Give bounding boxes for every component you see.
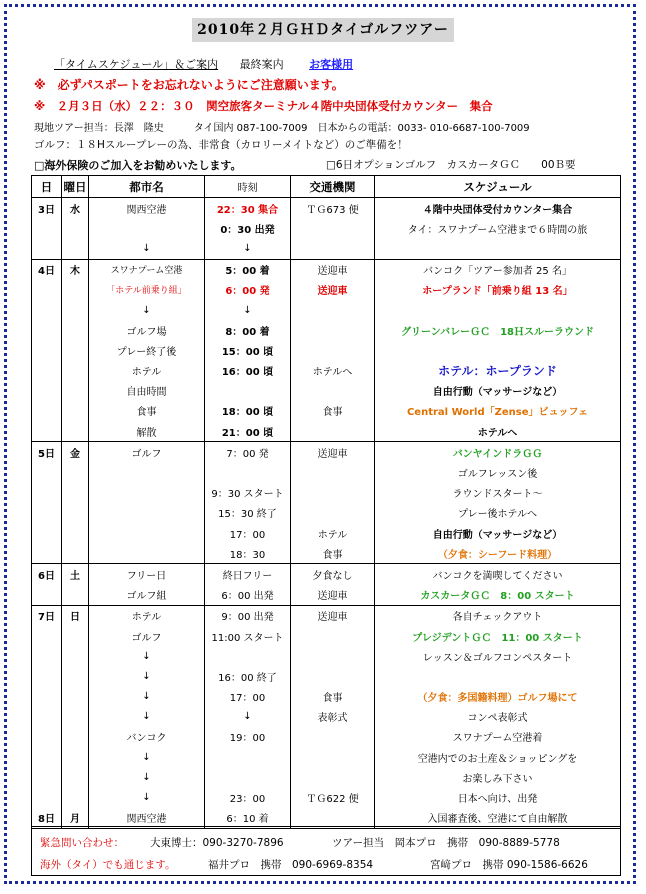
time-cell: 21：00 頃 [205,421,291,442]
city-cell: 関西空港 [89,808,205,829]
header-weekday: 曜日 [62,176,89,198]
table-row [32,483,621,503]
table-row [32,646,621,666]
table-row [32,442,621,463]
transport-cell [291,238,375,259]
weekday-cell [62,401,89,421]
schedule-cell [375,340,621,360]
day-cell [32,585,62,606]
transport-cell [291,218,375,238]
weekday-cell [62,543,89,564]
weekday-cell [62,523,89,543]
transport-cell: ＴＧ673 便 [291,198,375,219]
day-cell: 7日 [32,605,62,626]
schedule-cell: コンペ表彰式 [375,707,621,727]
weekday-cell [62,381,89,401]
meeting-notice: ※ ２月３日（水）２２：３０ 関空旅客ターミナル４階中央団体受付カウンター 集合 [34,99,493,113]
table-row [32,787,621,807]
table-row [32,462,621,482]
table-row [32,543,621,564]
transport-cell: 食事 [291,543,375,564]
table-row [32,585,621,606]
day-cell [32,462,62,482]
transport-cell [291,666,375,686]
transport-cell: 送迎車 [291,259,375,280]
emergency-label: 緊急問い合わせ： [40,837,124,849]
city-cell [89,483,205,503]
day-cell [32,381,62,401]
schedule-table [31,175,621,829]
city-cell: 「ホテル前乗り組」 [89,280,205,300]
weekday-cell: 土 [62,564,89,585]
schedule-cell [375,238,621,259]
weekday-cell: 月 [62,808,89,829]
weekday-cell [62,280,89,300]
weekday-cell [62,666,89,686]
schedule-cell: 入国審査後、空港にて自由解散 [375,808,621,829]
day-cell [32,280,62,300]
day-cell [32,666,62,686]
day-cell [32,503,62,523]
schedule-cell: バンコク「ツアー参加者 25 名」 [375,259,621,280]
schedule-cell: プレー後ホテルへ [375,503,621,523]
time-cell: 23：00 [205,787,291,807]
customer-label: お客様用 [309,58,354,71]
schedule-cell: 自由行動（マッサージなど） [375,381,621,401]
passport-notice: ※ 必ずパスポートをお忘れないようにご注意願います。 [34,78,344,92]
table-row [32,767,621,787]
city-cell: ↓ [89,666,205,686]
schedule-cell [375,666,621,686]
weekday-cell [62,320,89,340]
time-cell: 9：00 出発 [205,605,291,626]
header-transport: 交通機関 [291,176,375,198]
weekday-cell [62,238,89,259]
table-row [32,747,621,767]
contact-line: 現地ツアー担当：長澤 隆史 タイ国内 087-100-7009 日本からの電話：0033- 010-6687-100-7009 [34,123,530,134]
table-row [32,687,621,707]
day-cell [32,787,62,807]
schedule-guide-label: 「タイムスケジュール」＆ご案内 [54,58,219,71]
transport-cell [291,381,375,401]
day-cell [32,401,62,421]
time-cell: 19：00 [205,727,291,747]
city-cell: ホテル [89,605,205,626]
table-row [32,259,621,280]
weekday-cell [62,646,89,666]
table-row [32,300,621,320]
insurance-line [34,157,576,173]
day-cell [32,543,62,564]
city-cell: フリー日 [89,564,205,585]
day-cell [32,238,62,259]
transport-cell: ホテルへ [291,361,375,381]
time-cell [205,462,291,482]
emergency-contact-box [31,826,621,876]
day-cell [32,421,62,442]
transport-cell: 送迎車 [291,585,375,606]
transport-cell [291,646,375,666]
time-cell: 22：30 集合 [205,198,291,219]
transport-cell: 送迎車 [291,605,375,626]
day-cell [32,747,62,767]
weekday-cell [62,361,89,381]
schedule-cell: ４階中央団体受付カウンター集合 [375,198,621,219]
city-cell: バンコク [89,727,205,747]
day-cell [32,523,62,543]
time-cell: ↓ [205,707,291,727]
transport-cell: 送迎車 [291,280,375,300]
city-cell: ゴルフ [89,626,205,646]
table-row [32,605,621,626]
schedule-cell: ホテルへ [375,421,621,442]
table-row [32,381,621,401]
transport-cell: 食事 [291,401,375,421]
city-cell: ゴルフ場 [89,320,205,340]
day-cell [32,361,62,381]
city-cell: ↓ [89,300,205,320]
day-cell [32,707,62,727]
schedule-cell: ゴルフレッスン後 [375,462,621,482]
day-cell [32,300,62,320]
day-cell: 8日 [32,808,62,829]
schedule-cell: （夕食：多国籍料理）ゴルフ場にて [375,687,621,707]
schedule-cell: 各自チェックアウト [375,605,621,626]
time-cell: ↓ [205,238,291,259]
time-cell [205,646,291,666]
day-cell [32,483,62,503]
day-cell: 3日 [32,198,62,219]
schedule-cell [375,300,621,320]
day-cell: 4日 [32,259,62,280]
city-cell [89,523,205,543]
transport-cell: ホテル [291,523,375,543]
transport-cell: 送迎車 [291,442,375,463]
transport-cell [291,483,375,503]
contact-miyazaki: 宮﨑プロ 携帯 090-1586-6626 [430,859,588,871]
insurance-notice: □海外保険のご加入をお勧めいたします。 [34,159,242,172]
city-cell: 解散 [89,421,205,442]
final-guide-label: 最終案内 [239,58,284,71]
time-cell: 16：00 頃 [205,361,291,381]
header-schedule: スケジュール [375,176,621,198]
time-cell: 9：30 スタート [205,483,291,503]
city-cell [89,503,205,523]
overseas-note: 海外（タイ）でも通じます。 [40,859,176,871]
transport-cell [291,747,375,767]
time-cell [205,747,291,767]
time-cell: 15：30 終了 [205,503,291,523]
time-cell: 18：30 [205,543,291,564]
weekday-cell: 金 [62,442,89,463]
transport-cell: 食事 [291,687,375,707]
city-cell: ↓ [89,787,205,807]
day-cell [32,687,62,707]
table-row [32,626,621,646]
schedule-cell: カスカータＧＣ 8：00 スタート [375,585,621,606]
city-cell: ↓ [89,646,205,666]
day-cell [32,646,62,666]
city-cell [89,462,205,482]
weekday-cell [62,503,89,523]
transport-cell [291,767,375,787]
weekday-cell [62,687,89,707]
schedule-cell: ホテル：ホープランド [375,361,621,381]
day-cell [32,218,62,238]
table-row [32,401,621,421]
transport-cell [291,462,375,482]
city-cell: ↓ [89,687,205,707]
weekday-cell [62,340,89,360]
time-cell: 5：00 着 [205,259,291,280]
table-header-row [32,176,621,198]
time-cell: 17：00 [205,523,291,543]
table-row [32,280,621,300]
weekday-cell: 日 [62,605,89,626]
city-cell: ↓ [89,707,205,727]
transport-cell: 表彰式 [291,707,375,727]
city-cell: ゴルフ組 [89,585,205,606]
schedule-cell: お楽しみ下さい [375,767,621,787]
city-cell: ↓ [89,767,205,787]
time-cell: 8：00 着 [205,320,291,340]
schedule-cell: 空港内でのお土産＆ショッピングを [375,747,621,767]
time-cell: 17：00 [205,687,291,707]
time-cell: 16：00 終了 [205,666,291,686]
table-row [32,727,621,747]
schedule-cell: バンコクを満喫してください [375,564,621,585]
transport-cell: ＴＧ622 便 [291,787,375,807]
contact-okamoto: ツアー担当 岡本プロ 携帯 090-8889-5778 [332,837,560,849]
golf-notice: ゴルフ：１８Hスループレーの為、非常食（カロリーメイトなど）のご準備を！ [34,139,408,151]
weekday-cell [62,462,89,482]
city-cell: ↓ [89,747,205,767]
transport-cell [291,340,375,360]
weekday-cell [62,421,89,442]
guide-line [34,56,353,72]
table-row [32,707,621,727]
table-row [32,421,621,442]
weekday-cell [62,218,89,238]
city-cell: プレー終了後 [89,340,205,360]
time-cell: 6：00 出発 [205,585,291,606]
schedule-cell: （夕食：シーフード料理） [375,543,621,564]
schedule-cell: バンヤインドラＧＧ [375,442,621,463]
weekday-cell [62,747,89,767]
table-row [32,666,621,686]
weekday-cell: 木 [62,259,89,280]
city-cell: ゴルフ [89,442,205,463]
table-row [32,238,621,259]
time-cell: 0：30 出発 [205,218,291,238]
weekday-cell [62,585,89,606]
header-time: 時刻 [205,176,291,198]
contact-daito: 大東博士：090-3270-7896 [150,837,284,849]
time-cell: 終日フリー [205,564,291,585]
time-cell: ↓ [205,300,291,320]
weekday-cell [62,626,89,646]
time-cell [205,381,291,401]
option-golf-notice: □6日オプションゴルフ カスカータＧＣ 00Ｂ要 [326,159,576,171]
time-cell: 15：00 頃 [205,340,291,360]
transport-cell [291,503,375,523]
day-cell: 6日 [32,564,62,585]
transport-cell [291,320,375,340]
weekday-cell: 水 [62,198,89,219]
schedule-cell: スワナプーム空港着 [375,727,621,747]
schedule-cell: ラウンドスタート～ [375,483,621,503]
schedule-cell: Central World「Zense」ビュッフェ [375,401,621,421]
day-cell [32,767,62,787]
city-cell: 食事 [89,401,205,421]
contact-fukui: 福井プロ 携帯 090-6969-8354 [208,859,374,871]
schedule-cell: グリーンバレーＧＣ 18Ｈスルーラウンド [375,320,621,340]
city-cell: ホテル [89,361,205,381]
transport-cell [291,727,375,747]
table-row [32,361,621,381]
city-cell [89,218,205,238]
time-cell: 6：00 発 [205,280,291,300]
day-cell [32,340,62,360]
table-row [32,218,621,238]
city-cell: スワナプーム空港 [89,259,205,280]
table-row [32,340,621,360]
schedule-cell: 自由行動（マッサージなど） [375,523,621,543]
schedule-cell: 日本へ向け、出発 [375,787,621,807]
transport-cell: 夕食なし [291,564,375,585]
table-row [32,320,621,340]
table-row [32,198,621,219]
header-day: 日 [32,176,62,198]
city-cell: 自由時間 [89,381,205,401]
schedule-cell: プレジデントＧＣ 11：00 スタート [375,626,621,646]
page-title: 2010年２月ＧＨＤタイゴルフツアー [192,18,454,42]
city-cell [89,543,205,564]
day-cell [32,320,62,340]
schedule-cell: レッスン＆ゴルフコンペスタート [375,646,621,666]
time-cell: 11:00 スタート [205,626,291,646]
time-cell: 18：00 頃 [205,401,291,421]
time-cell: 7：00 発 [205,442,291,463]
time-cell: 6：10 着 [205,808,291,829]
table-row [32,523,621,543]
transport-cell [291,626,375,646]
schedule-cell: タイ：スワナプーム空港まで６時間の旅 [375,218,621,238]
table-row [32,564,621,585]
weekday-cell [62,300,89,320]
header-city: 都市名 [89,176,205,198]
transport-cell [291,421,375,442]
weekday-cell [62,707,89,727]
weekday-cell [62,767,89,787]
weekday-cell [62,727,89,747]
table-row [32,503,621,523]
time-cell [205,767,291,787]
city-cell: 関西空港 [89,198,205,219]
day-cell [32,727,62,747]
weekday-cell [62,787,89,807]
day-cell [32,626,62,646]
city-cell: ↓ [89,238,205,259]
weekday-cell [62,483,89,503]
day-cell: 5日 [32,442,62,463]
transport-cell [291,300,375,320]
schedule-cell: ホープランド「前乗り組 13 名」 [375,280,621,300]
